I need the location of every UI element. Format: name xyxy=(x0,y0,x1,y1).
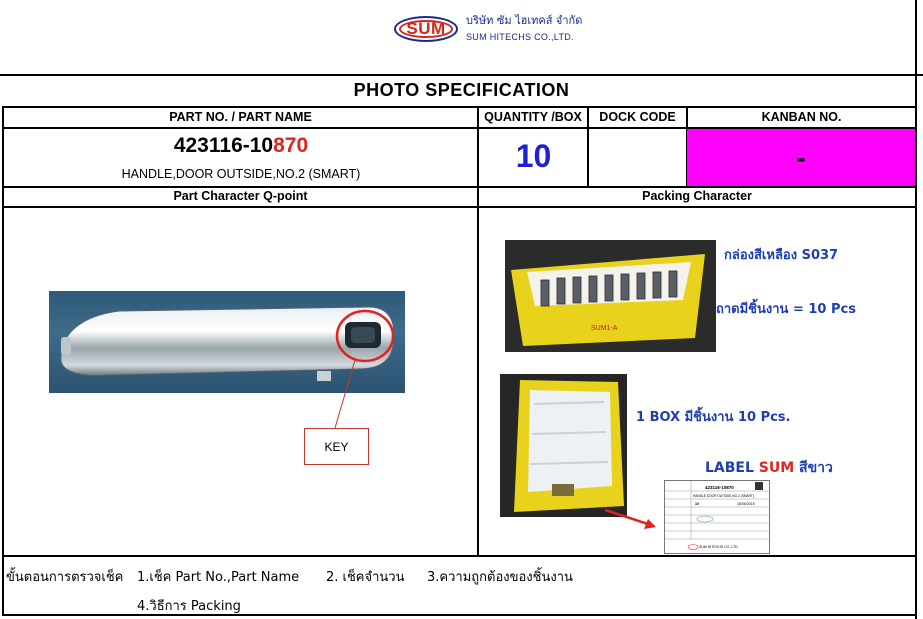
header-quantity: QUANTITY /BOX xyxy=(484,110,582,124)
sample-label-quantity: 10 xyxy=(695,502,699,506)
company-name-english: SUM HITECHS CO.,LTD. xyxy=(466,32,574,42)
part-name: HANDLE,DOOR OUTSIDE,NO.2 (SMART) xyxy=(121,167,361,181)
kanban-value: - xyxy=(687,129,915,186)
sample-label-grid xyxy=(665,481,769,553)
label-note-prefix: LABEL xyxy=(705,460,759,476)
note-tray-quantity: ถาดมีชิ้นงาน = 10 Pcs xyxy=(716,302,856,317)
header-part: PART NO. / PART NAME xyxy=(169,110,312,124)
note-box-color: กล่องสีเหลือง S037 xyxy=(724,248,839,263)
check-steps-heading: ขั้นตอนการตรวจเช็ค xyxy=(6,570,124,585)
section-part-character: Part Character Q-point xyxy=(173,189,308,203)
check-step-4: 4.วิธีการ Packing xyxy=(137,599,241,614)
header-dock-code: DOCK CODE xyxy=(599,110,676,124)
sample-label-part-name: HANDLE,DOOR OUTSIDE,NO.2 (SMART) xyxy=(693,494,754,498)
tray-stamp: SUM1-A xyxy=(591,325,618,332)
company-logo-text: SUM xyxy=(399,20,453,38)
check-step-3: 3.ความถูกต้องของชิ้นงาน xyxy=(427,570,573,585)
label-note-brand: SUM xyxy=(758,460,795,476)
sample-label-date: 15/06/2015 xyxy=(737,502,755,506)
section-packing-character: Packing Character xyxy=(642,189,752,203)
sample-label-part-no: 423116-10870 xyxy=(705,485,734,490)
part-number-prefix: 423116-10 xyxy=(173,134,274,157)
label-note-suffix: สีขาว xyxy=(794,460,833,476)
header-kanban: KANBAN NO. xyxy=(761,110,842,124)
key-callout: KEY xyxy=(304,428,369,465)
check-step-1: 1.เช็ค Part No.,Part Name xyxy=(137,570,300,585)
sample-label-company: SUM HITECHS CO.,LTD. xyxy=(699,545,739,549)
note-box-quantity: 1 BOX มีชิ้นงาน 10 Pcs. xyxy=(636,410,791,425)
part-number-suffix: 870 xyxy=(273,134,309,157)
check-step-2: 2. เช็คจำนวน xyxy=(326,570,405,585)
company-name-thai: บริษัท ซัม ไฮเทคส์ จำกัด xyxy=(466,14,583,27)
page-title: PHOTO SPECIFICATION xyxy=(353,80,570,100)
quantity-value: 10 xyxy=(515,138,552,174)
sample-label xyxy=(664,480,770,554)
